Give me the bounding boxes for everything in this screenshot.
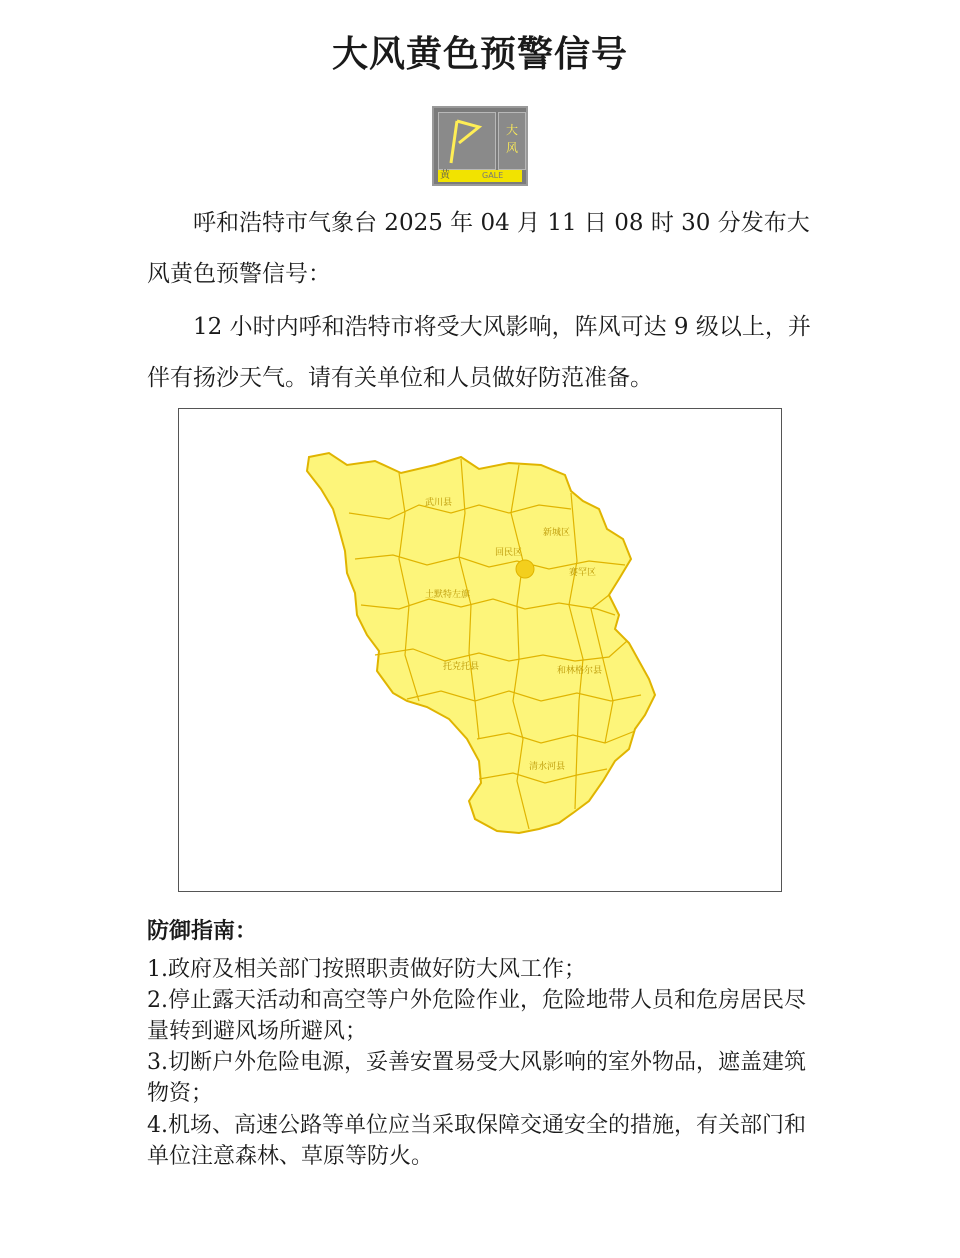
guide-heading: 防御指南： [147,918,258,944]
map-label: 和林格尔县 [557,666,603,676]
signal-text-box [498,112,526,170]
issuance-paragraph: 呼和浩特市气象台 2025 年 04 月 11 日 08 时 30 分发布大风黄色预警信号： [147,210,810,287]
warning-area-map [178,408,782,892]
guide-item: 2.停止露天活动和高空等户外危险作业，危险地带人员和危房居民尽量转到避风场所避风； [147,988,806,1044]
map-region-outline [307,453,655,833]
forecast-paragraph: 12 小时内呼和浩特市将受大风影响，阵风可达 9 级以上，并伴有扬沙天气。请有关单位和人员做好防范准备。 [147,314,811,391]
signal-band-right: GALE [482,171,504,180]
map-label: 武川县 [425,498,453,508]
guide-item: 3.切断户外危险电源，妥善安置易受大风影响的室外物品，遮盖建筑物资； [147,1050,806,1106]
city-center-marker [516,560,534,578]
guide-item: 1.政府及相关部门按照职责做好防大风工作； [147,957,586,982]
signal-char-top: 大 [505,123,518,137]
wind-yellow-warning-icon [432,106,528,186]
map-label: 土默特左旗 [425,590,471,600]
map-label: 托克托县 [443,662,480,672]
map-label: 赛罕区 [569,568,597,578]
flag-icon [438,112,496,170]
map-svg [179,409,783,893]
signal-band-left: 黄 [440,170,450,181]
map-label: 新城区 [543,528,571,538]
map-label: 清水河县 [529,762,566,772]
guide-item: 4.机场、高速公路等单位应当采取保障交通安全的措施，有关部门和单位注意森林、草原等防火。 [147,1113,806,1169]
page-title: 大风黄色预警信号 [331,34,628,75]
signal-band [438,170,522,182]
signal-char-bottom: 风 [505,141,518,155]
map-label: 回民区 [495,548,523,558]
